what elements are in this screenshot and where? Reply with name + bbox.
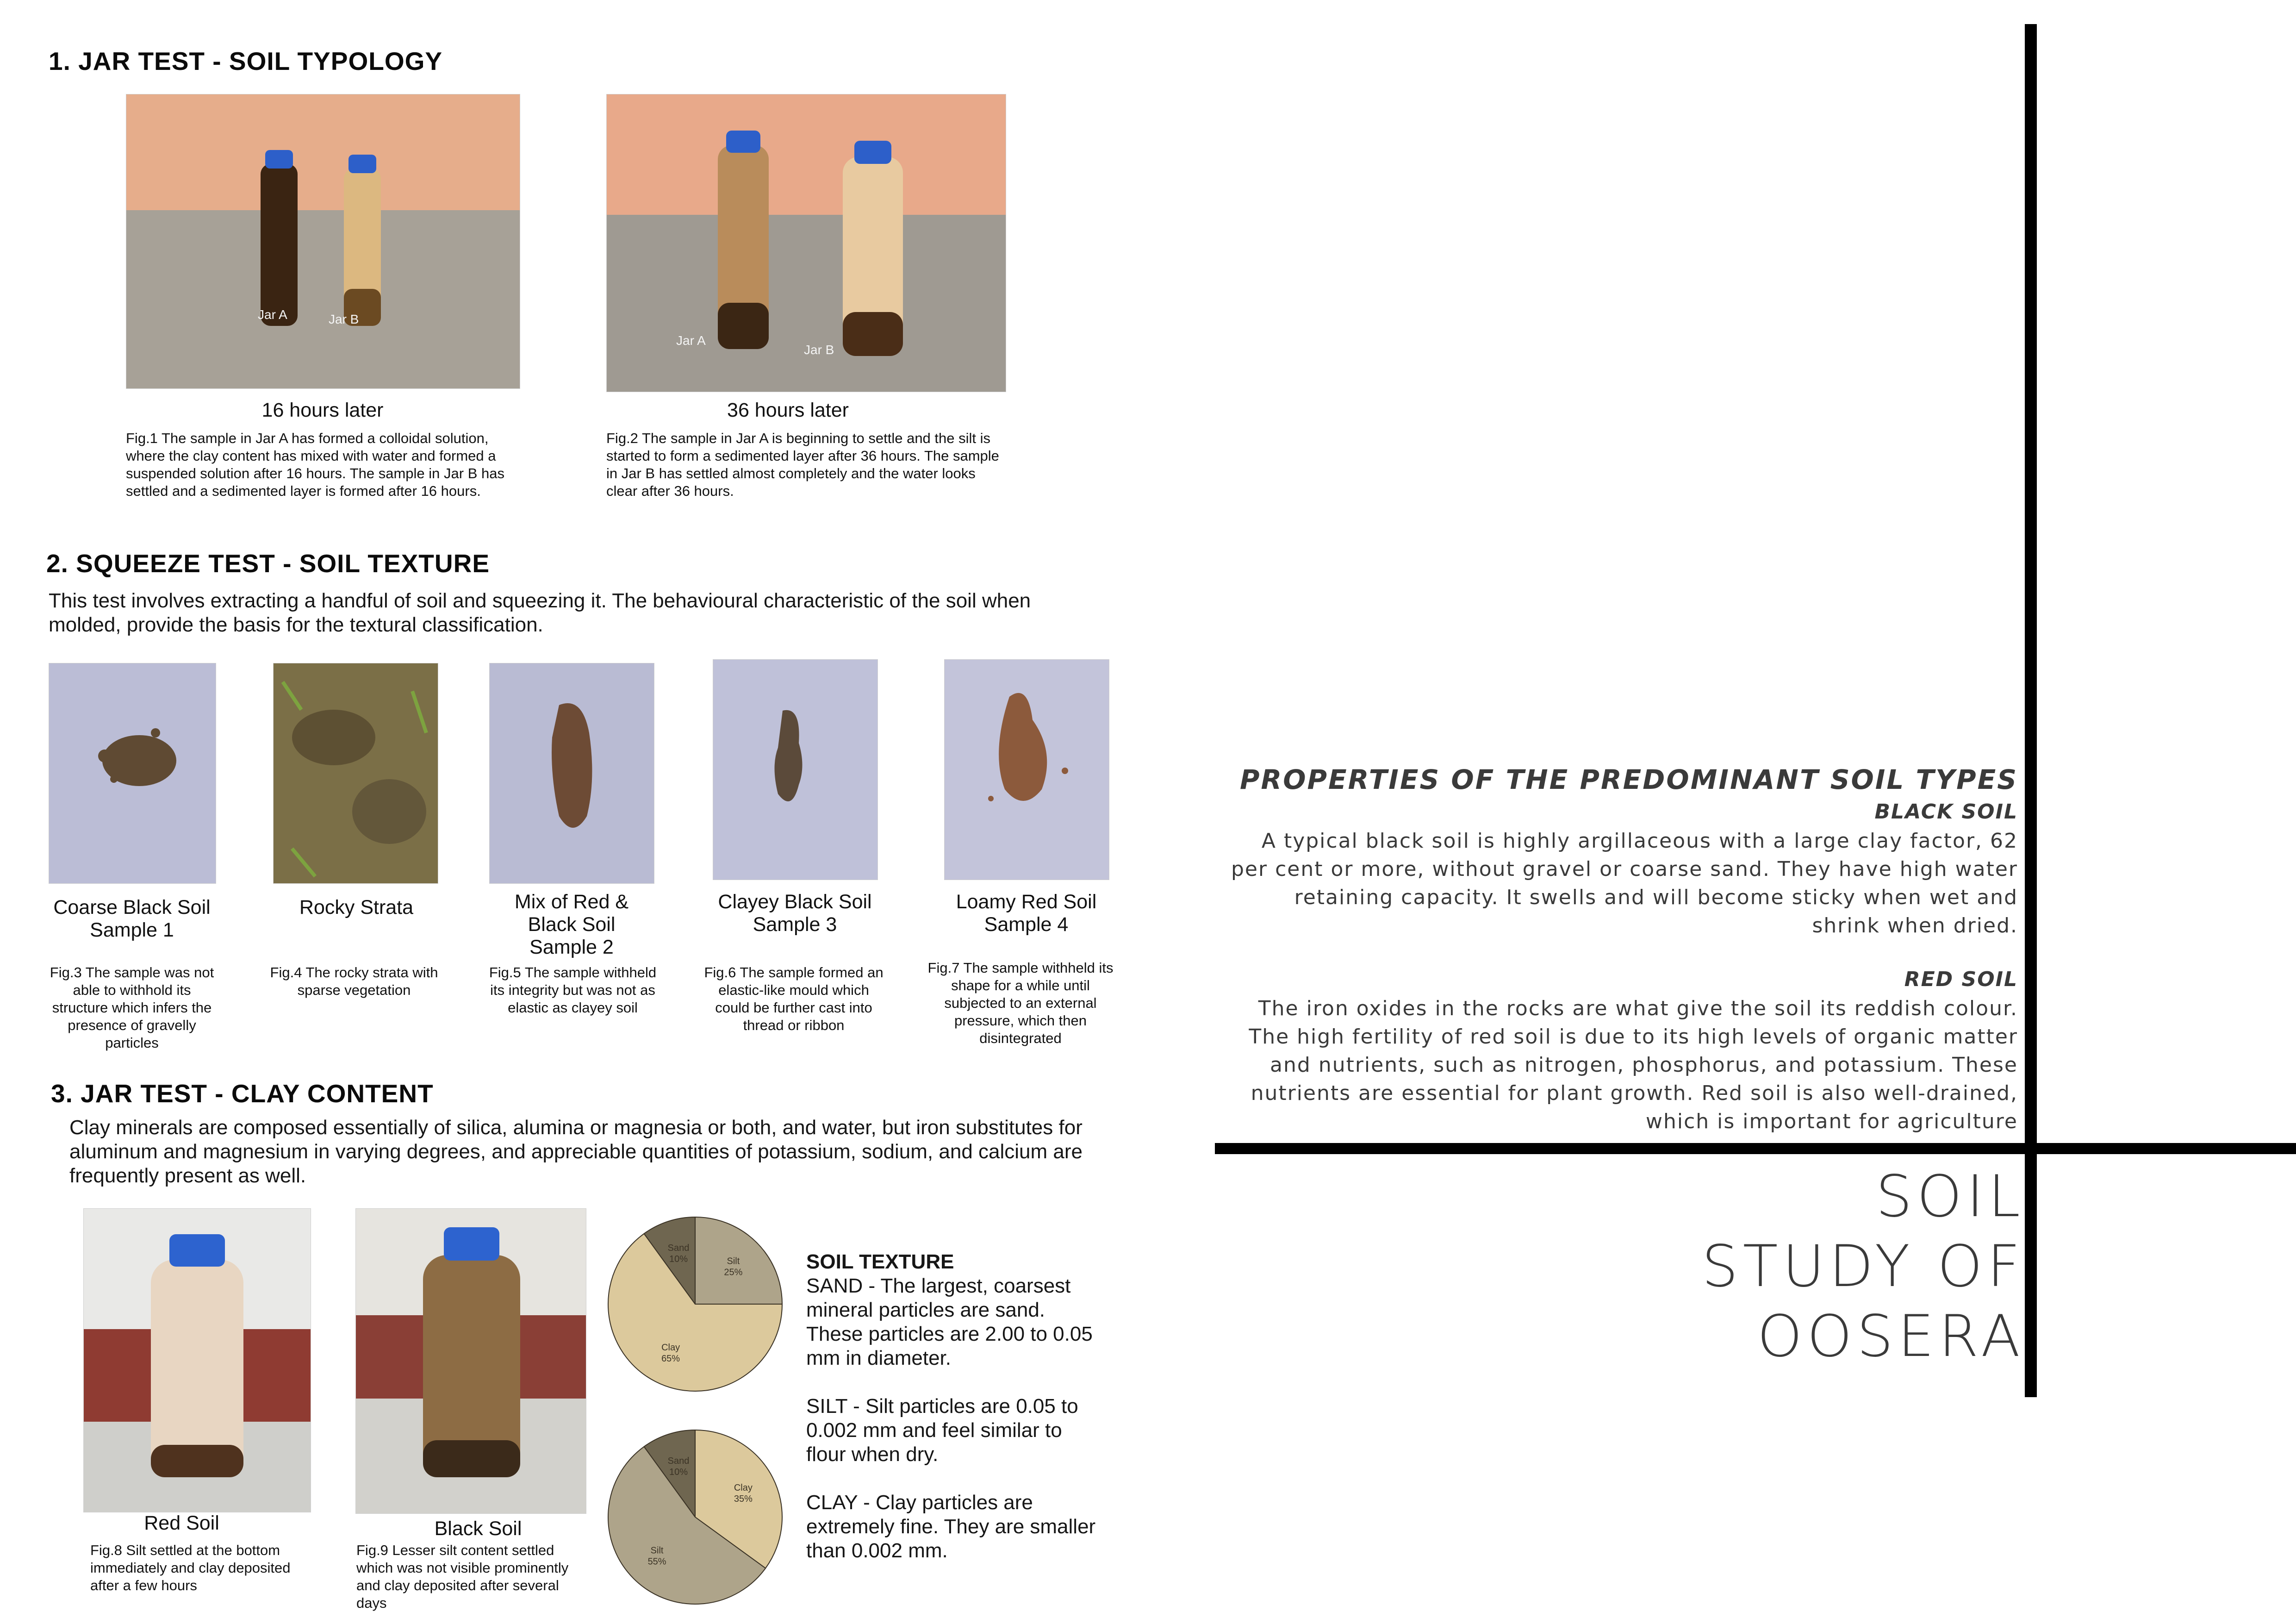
jar-b-tag: Jar B xyxy=(329,312,359,326)
pie-value-sand: 10% xyxy=(669,1467,688,1478)
sample3-photo xyxy=(489,663,654,884)
black-soil-line: shrink when dried. xyxy=(1812,914,2018,937)
red-soil-text xyxy=(1185,994,2018,1136)
sample5-label: Loamy Red Soil Sample 4 xyxy=(956,891,1097,936)
clay-description: CLAY - Clay particles are extremely fine. They are smaller than 0.002 mm. xyxy=(806,1491,1096,1562)
title-line-soil: SOIL xyxy=(1876,1163,2025,1230)
fig5-caption: Fig.5 The sample withheld its integrity but was not as elastic as clayey soil xyxy=(489,964,657,1016)
red-soil-line: which is important for agriculture xyxy=(1646,1110,2018,1133)
horizontal-divider xyxy=(1215,1143,2296,1154)
sample1-photo xyxy=(49,663,216,884)
fig4-caption: Fig.4 The rocky strata with sparse vegetation xyxy=(270,964,438,998)
black-soil-label: Black Soil xyxy=(434,1518,522,1540)
fig1-caption: Fig.1 The sample in Jar A has formed a colloidal solution, where the clay content has mixed with water and formed a suspended solution after 16 hours. The sample in Jar B has settled and a sedimented layer is formed after 16 hours. xyxy=(126,430,504,499)
sample1-label: Coarse Black Soil Sample 1 xyxy=(53,896,211,941)
pie-chart-red-soil xyxy=(606,1215,784,1393)
sample2-label: Rocky Strata xyxy=(299,896,414,918)
title-line-oosera: OOSERA xyxy=(1757,1303,2025,1370)
black-soil-text xyxy=(1185,827,2018,940)
pie-label-sand: Sand xyxy=(667,1456,690,1467)
jar-a-tag: Jar A xyxy=(258,307,287,322)
black-soil-line: per cent or more, without gravel or coarse sand. They have high water xyxy=(1231,857,2018,881)
pie-label-clay: Clay xyxy=(734,1483,753,1493)
sample3-label: Mix of Red & Black Soil Sample 2 xyxy=(514,891,629,958)
red-soil-heading: RED SOIL xyxy=(1904,968,2018,991)
pie-label-clay: Clay xyxy=(661,1342,680,1353)
sand-description: SAND - The largest, coarsest mineral particles are sand. These particles are 2.00 to 0.05 mm in diameter. xyxy=(806,1274,1093,1369)
pie-value-silt: 25% xyxy=(724,1267,743,1278)
vertical-divider xyxy=(2025,24,2037,1397)
soil-texture-title: SOIL TEXTURE xyxy=(806,1250,954,1273)
pie-label-silt: Silt xyxy=(650,1545,664,1556)
jar-photo-36h xyxy=(606,94,1006,392)
red-soil-photo xyxy=(83,1208,311,1512)
section2-heading: 2. SQUEEZE TEST - SOIL TEXTURE xyxy=(46,549,490,578)
silt-description: SILT - Silt particles are 0.05 to 0.002 mm and feel similar to flour when dry. xyxy=(806,1395,1078,1466)
page-title xyxy=(1574,1162,2025,1372)
black-soil-line: retaining capacity. It swells and will become sticky when wet and xyxy=(1294,886,2018,909)
fig9-caption: Fig.9 Lesser silt content settled which was not visible prominently and clay deposited after several days xyxy=(356,1542,569,1611)
black-soil-line: A typical black soil is highly argillaceous with a large clay factor, 62 xyxy=(1261,829,2018,853)
jar-b-tag-2: Jar B xyxy=(804,343,834,357)
black-soil-heading: BLACK SOIL xyxy=(1874,800,2018,824)
red-soil-line: nutrients are essential for plant growth. Red soil is also well-drained, xyxy=(1251,1081,2018,1105)
red-soil-line: and nutrients, such as nitrogen, phosphorus, and potassium. These xyxy=(1270,1053,2018,1077)
red-soil-line: The iron oxides in the rocks are what give the soil its reddish colour. xyxy=(1258,997,2018,1020)
fig2-caption: Fig.2 The sample in Jar A is beginning to settle and the silt is started to form a sedimented layer after 36 hours. The sample in Jar B has settled almost completely and the water looks clear after 36 hours. xyxy=(606,430,999,499)
fig6-caption: Fig.6 The sample formed an elastic-like mould which could be further cast into thread or ribbon xyxy=(704,964,884,1033)
pie-value-clay: 65% xyxy=(661,1353,680,1364)
section1-heading: 1. JAR TEST - SOIL TYPOLOGY xyxy=(49,47,443,75)
title-line-study-of: STUDY OF xyxy=(1701,1233,2025,1300)
black-soil-photo xyxy=(355,1208,586,1514)
sample4-photo xyxy=(713,659,878,880)
pie-label-silt: Silt xyxy=(727,1256,740,1267)
pie-value-sand: 10% xyxy=(669,1254,688,1265)
photo1-label: 16 hours later xyxy=(261,399,384,421)
pie-value-clay: 35% xyxy=(734,1494,753,1505)
section2-intro: This test involves extracting a handful of soil and squeezing it. The behavioural characteristic of the soil when molded, provide the basis for the textural classification. xyxy=(49,589,1031,636)
fig8-caption: Fig.8 Silt settled at the bottom immediately and clay deposited after a few hours xyxy=(90,1542,291,1593)
sample2-photo xyxy=(273,663,438,884)
pie-label-sand: Sand xyxy=(667,1243,690,1254)
section3-intro: Clay minerals are composed essentially of silica, alumina or magnesia or both, and water, but iron substitutes for aluminum and magnesium in varying degrees, and appreciable quantities of potassium, sodium, and calcium are frequently present as well. xyxy=(69,1116,1083,1187)
fig7-caption: Fig.7 The sample withheld its shape for a while until subjected to an external pressure, which then disintegrated xyxy=(927,960,1114,1046)
soil-texture-block xyxy=(806,1250,1102,1563)
properties-title: PROPERTIES OF THE PREDOMINANT SOIL TYPES xyxy=(1240,764,2018,795)
jar-photo-16h xyxy=(126,94,520,389)
pie-chart-black-soil xyxy=(606,1428,784,1606)
sample5-photo xyxy=(944,659,1109,880)
section3-heading: 3. JAR TEST - CLAY CONTENT xyxy=(51,1079,434,1108)
pie-value-silt: 55% xyxy=(647,1556,666,1567)
jar-a-tag-2: Jar A xyxy=(676,333,706,348)
photo2-label: 36 hours later xyxy=(727,399,849,421)
red-soil-line: The high fertility of red soil is due to its high levels of organic matter xyxy=(1249,1025,2018,1049)
sample4-label: Clayey Black Soil Sample 3 xyxy=(718,891,872,936)
fig3-caption: Fig.3 The sample was not able to withhold its structure which infers the presence of gravelly particles xyxy=(50,964,214,1051)
red-soil-label: Red Soil xyxy=(144,1512,219,1534)
